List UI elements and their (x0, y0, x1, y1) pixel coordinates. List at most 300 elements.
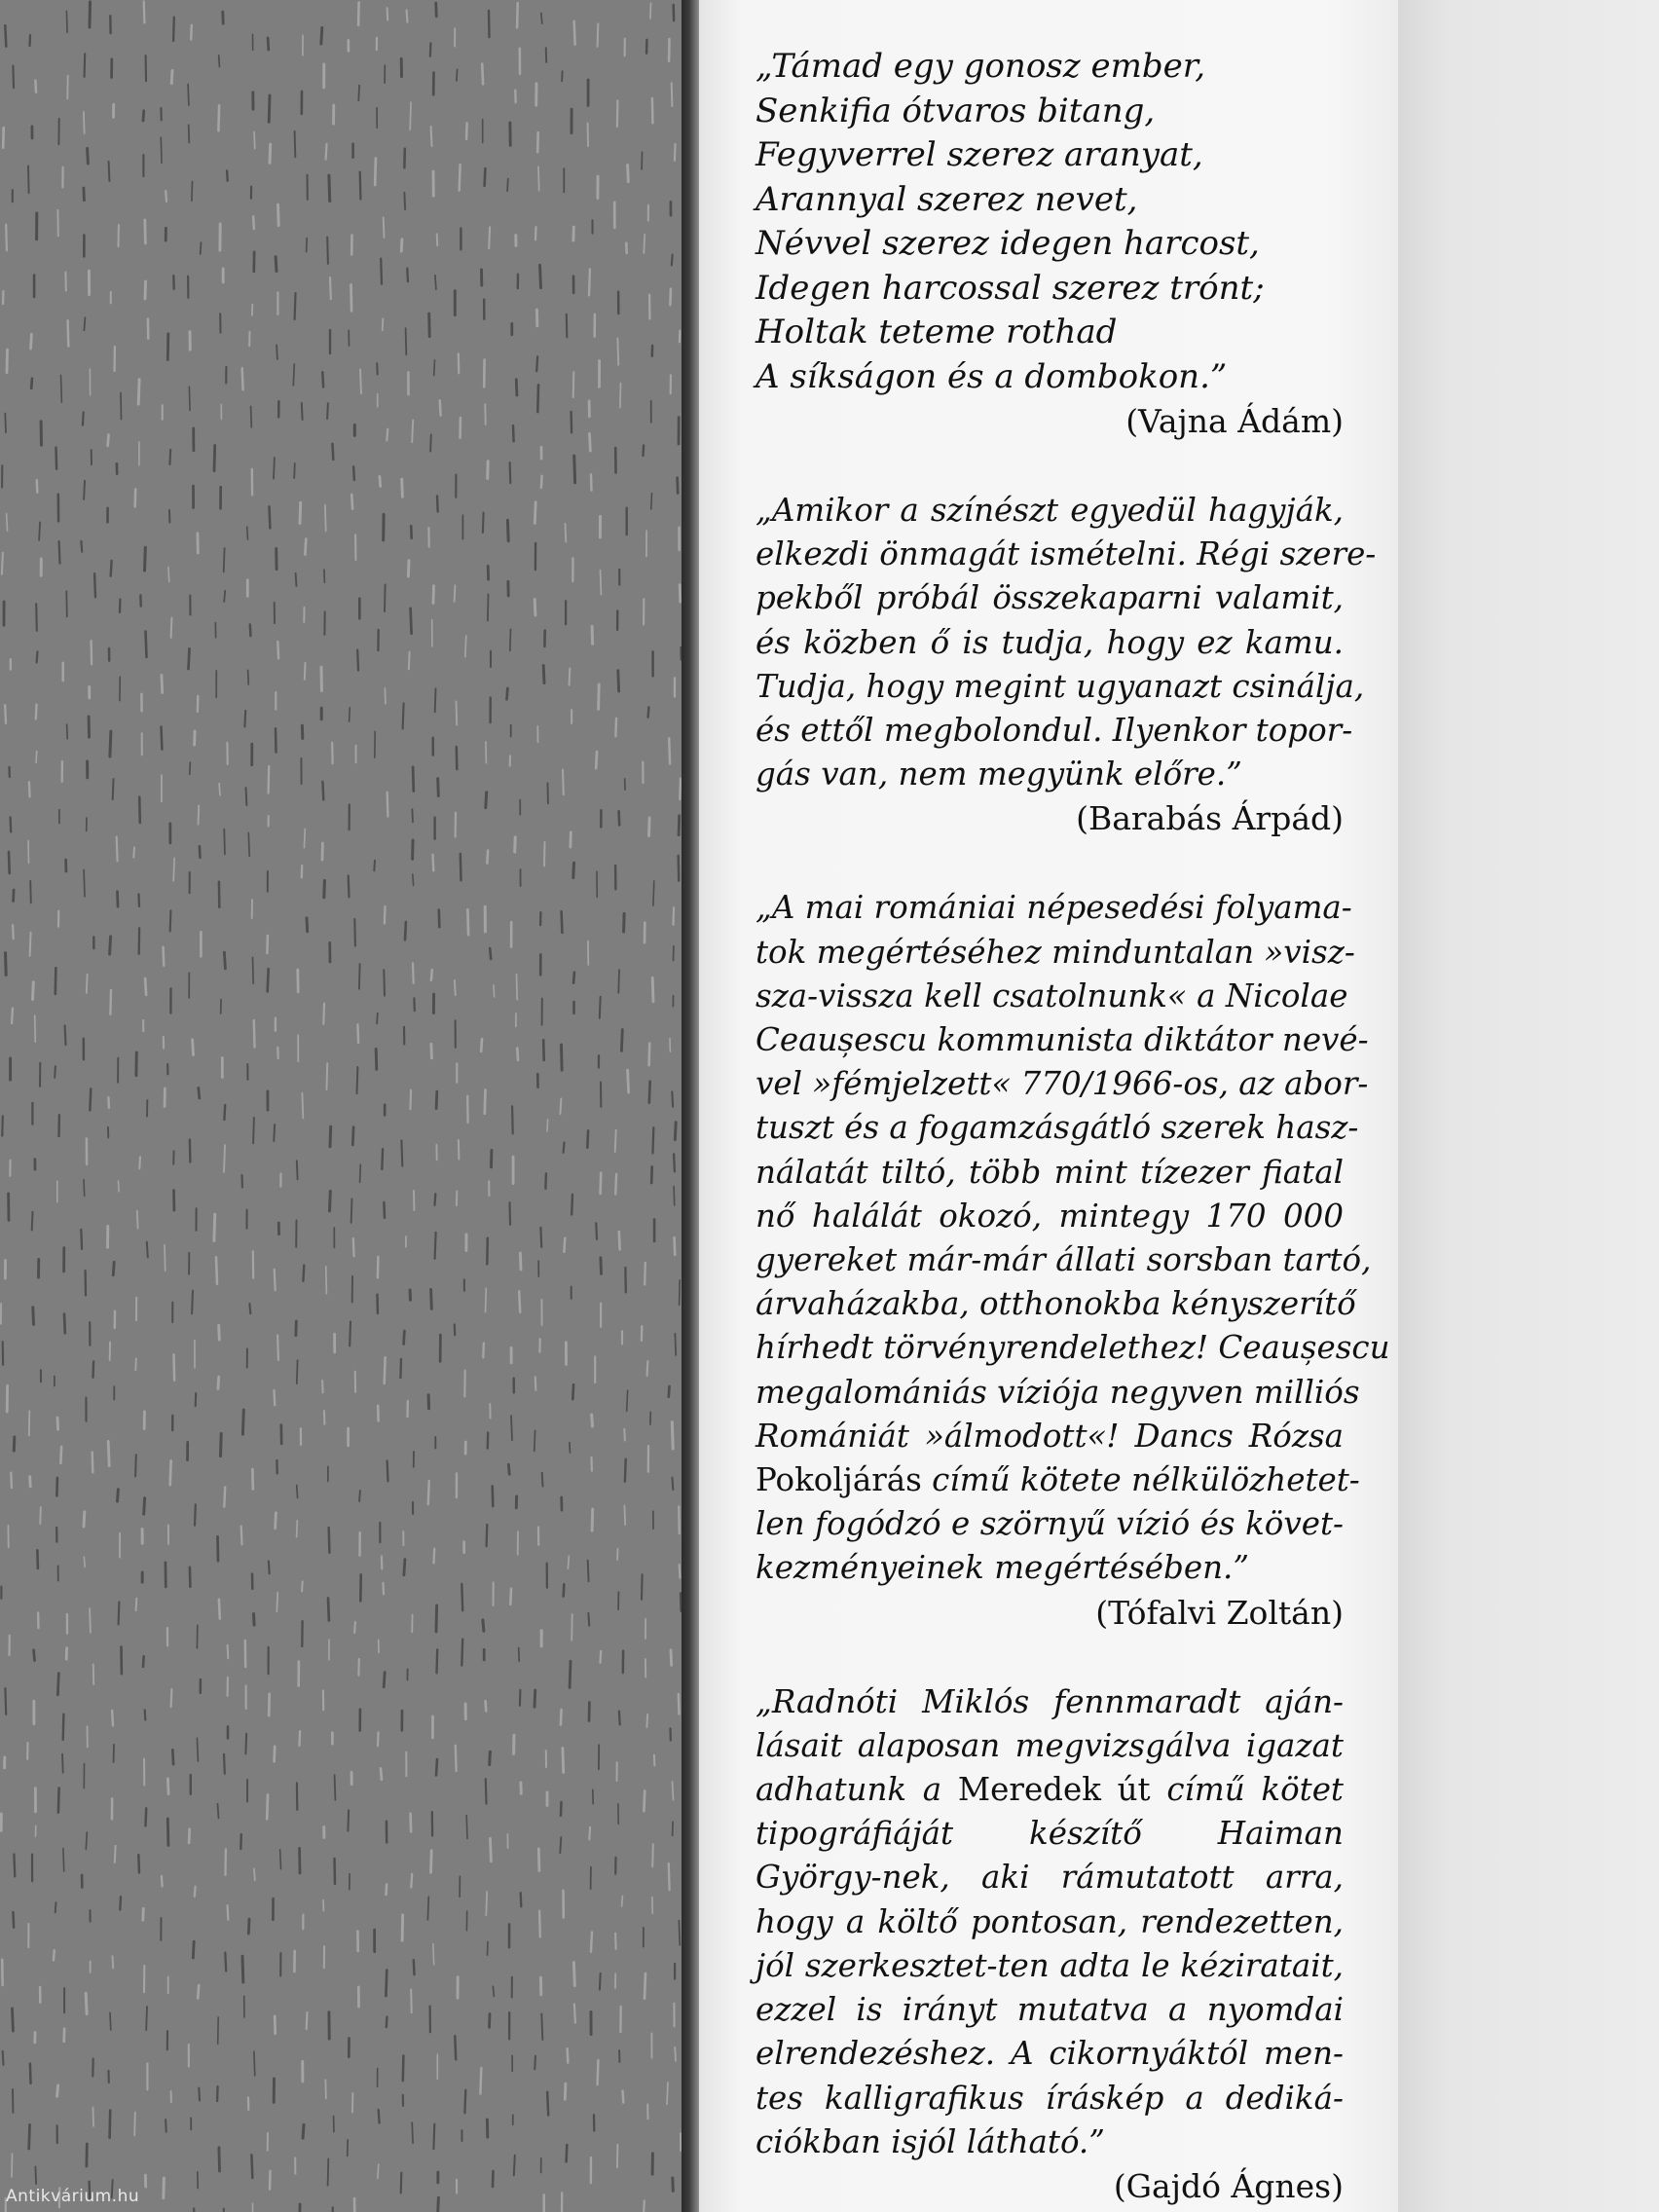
book-title: Meredek út (957, 1771, 1151, 1809)
texture-dash (169, 510, 170, 523)
texture-dash (28, 166, 29, 193)
texture-dash (162, 727, 163, 750)
texture-dash (455, 980, 456, 995)
texture-dash (330, 1126, 331, 1147)
texture-dash (305, 663, 306, 680)
texture-dash (669, 1386, 670, 1397)
texture-dash (596, 1223, 597, 1238)
texture-dash (435, 276, 436, 290)
texture-dash (672, 255, 673, 266)
quote-line: és közben ő is tudja, hogy ez kamu. (756, 623, 1344, 661)
texture-dash (111, 561, 112, 576)
texture-dash (435, 1194, 436, 1205)
texture-dash (573, 1963, 574, 1986)
texture-dash (145, 220, 146, 243)
texture-dash (224, 591, 225, 602)
texture-dash (84, 869, 85, 896)
texture-dash (246, 788, 247, 805)
poem-line: Arannyal szerez nevet, (756, 179, 1138, 219)
texture-dash (564, 1238, 565, 1252)
texture-dash (536, 356, 537, 371)
texture-dash (254, 2051, 255, 2075)
texture-dash (167, 334, 168, 360)
quote-text: című kötete nélkülözhetet- (921, 1461, 1360, 1499)
texture-dash (302, 1581, 303, 1591)
texture-dash (31, 379, 32, 388)
quote-line: jól szerkesztet-ten adta le kéziratait, (756, 1946, 1344, 1984)
texture-dash (378, 2164, 379, 2178)
texture-dash (251, 407, 252, 427)
texture-dash (81, 1230, 82, 1249)
spacer (756, 444, 1344, 489)
texture-dash (333, 444, 334, 460)
texture-dash (378, 1732, 379, 1746)
texture-dash (241, 1527, 242, 1545)
texture-dash (254, 1869, 255, 1881)
texture-dash (64, 1314, 65, 1334)
texture-dash (83, 413, 84, 425)
quote-line: tes kalligrafikus íráskép a dediká- (756, 2079, 1344, 2117)
texture-dash (224, 1488, 225, 1507)
texture-dash (189, 125, 190, 142)
texture-dash (429, 313, 430, 337)
texture-dash (300, 502, 301, 523)
quote-line: Ceaușescu kommunista diktátor nevé- (756, 1021, 1369, 1059)
texture-dash (461, 1584, 462, 1610)
texture-dash (561, 1710, 562, 1724)
texture-dash (216, 1257, 217, 1283)
texture-dash (403, 2056, 404, 2082)
texture-dash (535, 1377, 536, 1390)
texture-dash (414, 1960, 415, 1974)
texture-dash (624, 913, 625, 932)
texture-dash (189, 1829, 190, 1843)
texture-dash (381, 259, 382, 284)
texture-dash (619, 1232, 620, 1249)
texture-dash (14, 1437, 15, 1451)
texture-dash (55, 1902, 56, 1912)
texture-dash (561, 1802, 562, 1816)
texture-dash (63, 1714, 64, 1740)
texture-dash (433, 855, 434, 871)
texture-dash (219, 2148, 220, 2171)
texture-dash (435, 688, 436, 712)
texture-dash (652, 98, 653, 123)
texture-dash (352, 2093, 353, 2113)
texture-dash (240, 1834, 241, 1849)
texture-dash (490, 1751, 491, 1764)
spacer (756, 841, 1344, 886)
texture-dash (323, 1004, 324, 1024)
texture-dash (12, 1009, 13, 1024)
quote-line: gás van, nem megyünk előre.” (756, 756, 1242, 793)
texture-dash (619, 1712, 620, 1725)
texture-dash (224, 1105, 225, 1120)
texture-dash (617, 339, 618, 365)
texture-dash (565, 2083, 566, 2099)
texture-dash (674, 907, 675, 925)
texture-dash (200, 846, 201, 858)
texture-dash (267, 936, 268, 953)
texture-dash (545, 1173, 546, 1189)
texture-dash (335, 1775, 336, 1800)
texture-dash (649, 1082, 650, 1103)
texture-dash (274, 458, 275, 479)
texture-dash (170, 1460, 171, 1485)
quote-line: hogy a költő pontosan, rendezetten, (756, 1902, 1344, 1940)
texture-dash (242, 1410, 243, 1434)
texture-dash (164, 947, 165, 966)
texture-dash (591, 474, 592, 490)
texture-dash (295, 293, 296, 319)
texture-dash (251, 2155, 252, 2178)
texture-dash (214, 446, 215, 471)
texture-dash (120, 1897, 121, 1909)
texture-dash (254, 1614, 255, 1625)
texture-dash (110, 731, 111, 756)
texture-dash (30, 881, 31, 903)
texture-dash (493, 1486, 494, 1506)
texture-dash (648, 707, 649, 717)
texture-dash (564, 1584, 565, 1596)
texture-dash (136, 1599, 137, 1611)
texture-dash (644, 235, 645, 253)
texture-dash (253, 957, 254, 983)
texture-dash (411, 526, 412, 538)
texture-dash (60, 1447, 61, 1463)
quote-line: gyereket már-már állati sorsban tartó, (756, 1241, 1372, 1279)
texture-dash (228, 1905, 229, 1920)
texture-dash (145, 1710, 146, 1719)
texture-dash (113, 1956, 114, 1968)
texture-dash (195, 731, 196, 745)
texture-dash (568, 2048, 569, 2062)
texture-dash (357, 1067, 358, 1093)
texture-dash (465, 636, 466, 657)
texture-dash (143, 111, 144, 121)
texture-dash (297, 1161, 298, 1179)
texture-dash (507, 179, 508, 192)
texture-dash (249, 1304, 250, 1313)
texture-dash (199, 2088, 200, 2101)
texture-dash (327, 403, 328, 419)
texture-dash (329, 175, 330, 201)
texture-dash (278, 204, 279, 225)
texture-dash (3, 128, 4, 147)
texture-dash (623, 2091, 624, 2103)
texture-dash (117, 837, 118, 862)
quote-line: Romániát »álmodott«! Dancs Rózsa (756, 1417, 1344, 1455)
texture-dash (171, 1689, 172, 1707)
texture-dash (173, 18, 174, 41)
texture-dash (624, 1429, 625, 1441)
texture-dash (591, 1932, 592, 1951)
texture-dash (435, 1233, 436, 1259)
texture-dash (113, 779, 114, 799)
texture-dash (254, 132, 255, 149)
texture-dash (460, 165, 461, 191)
quote-line: nálatát tiltó, több mint tízezer fiatal (756, 1153, 1344, 1191)
texture-dash (644, 1791, 645, 1812)
texture-dash (384, 1673, 385, 1687)
texture-dash (618, 671, 619, 692)
texture-dash (269, 1562, 270, 1574)
watermark: Antikvárium.hu (6, 2187, 140, 2206)
texture-dash (378, 1257, 379, 1277)
texture-dash (440, 400, 441, 415)
texture-dash (360, 1164, 361, 1182)
texture-dash (110, 2013, 111, 2030)
texture-dash (566, 524, 567, 542)
texture-dash (219, 784, 220, 795)
texture-dash (675, 1237, 676, 1255)
texture-dash (29, 782, 30, 796)
texture-dash (276, 1593, 277, 1611)
texture-dash (564, 1143, 565, 1153)
quote-author: (Gajdó Ágnes) (1113, 2166, 1344, 2205)
texture-dash (537, 132, 538, 152)
texture-dash (201, 242, 202, 254)
texture-dash (589, 1827, 590, 1840)
texture-dash (651, 1167, 652, 1184)
texture-dash (404, 193, 405, 209)
texture-dash (108, 1097, 109, 1108)
texture-dash (433, 1944, 434, 1965)
texture-dash (135, 489, 136, 506)
texture-dash (135, 1455, 136, 1476)
texture-dash (118, 1490, 119, 1501)
texture-dash (359, 1491, 360, 1501)
texture-dash (679, 816, 680, 835)
texture-dash (58, 1788, 59, 1813)
texture-dash (93, 2108, 94, 2126)
texture-dash (67, 724, 68, 739)
texture-dash (62, 1754, 63, 1773)
texture-dash (377, 1014, 378, 1024)
texture-dash (165, 1245, 166, 1272)
texture-dash (436, 1091, 437, 1108)
texture-dash (459, 1140, 460, 1159)
texture-dash (568, 1556, 569, 1568)
texture-dash (491, 1838, 492, 1861)
texture-dash (357, 1024, 358, 1043)
texture-dash (87, 975, 88, 993)
texture-dash (295, 131, 296, 158)
texture-dash (436, 1605, 437, 1632)
texture-dash (461, 1640, 462, 1666)
texture-dash (562, 71, 563, 81)
texture-dash (139, 797, 140, 823)
texture-dash (275, 2016, 276, 2034)
texture-dash (592, 626, 593, 644)
texture-dash (227, 171, 228, 181)
texture-dash (167, 1819, 168, 1846)
texture-dash (269, 766, 270, 793)
texture-dash (430, 43, 431, 55)
texture-dash (615, 719, 616, 736)
texture-dash (7, 514, 8, 532)
texture-dash (68, 320, 69, 346)
texture-dash (571, 1614, 572, 1641)
texture-dash (242, 368, 243, 389)
texture-dash (619, 811, 620, 825)
texture-dash (88, 148, 89, 164)
texture-dash (294, 463, 295, 478)
texture-dash (622, 1897, 623, 1906)
texture-dash (413, 963, 414, 983)
texture-dash (507, 520, 508, 540)
quote-line: György-nek, aki rámutatott arra, (756, 1859, 1344, 1897)
texture-dash (244, 711, 245, 727)
texture-dash (36, 705, 37, 719)
texture-dash (674, 1154, 675, 1171)
texture-dash (115, 1846, 116, 1862)
texture-dash (679, 1694, 680, 1714)
texture-dash (601, 1173, 602, 1194)
texture-dash (485, 1090, 486, 1114)
texture-dash (669, 1863, 670, 1890)
texture-dash (488, 594, 489, 620)
texture-dash (54, 1950, 55, 1960)
texture-dash (7, 350, 8, 373)
texture-dash (146, 1808, 147, 1825)
texture-dash (144, 2, 145, 23)
texture-dash (515, 837, 516, 852)
texture-dash (139, 1157, 140, 1168)
texture-dash (351, 284, 352, 311)
texture-dash (669, 738, 670, 763)
texture-dash (109, 162, 110, 181)
texture-dash (455, 586, 456, 602)
texture-dash (652, 1844, 653, 1866)
texture-dash (436, 1759, 437, 1775)
texture-dash (85, 54, 86, 77)
texture-dash (650, 3, 651, 18)
texture-dash (133, 847, 134, 857)
texture-dash (543, 665, 544, 682)
quote-line: tipográfiáját készítő Haiman (756, 1815, 1344, 1853)
texture-dash (673, 2178, 674, 2191)
texture-dash (486, 1701, 487, 1711)
texture-dash (269, 95, 270, 122)
texture-dash (352, 1127, 353, 1145)
texture-dash (547, 2092, 548, 2116)
texture-dash (385, 1357, 386, 1383)
texture-dash (490, 2014, 491, 2028)
texture-dash (113, 1262, 114, 1274)
texture-dash (486, 1779, 487, 1804)
texture-dash (431, 1044, 432, 1058)
texture-dash (329, 1528, 330, 1553)
texture-dash (587, 1130, 588, 1147)
texture-dash (381, 1769, 382, 1780)
texture-dash (625, 1459, 626, 1482)
texture-dash (358, 3, 359, 25)
texture-dash (547, 1120, 548, 1131)
texture-dash (348, 2140, 349, 2157)
texture-dash (268, 38, 269, 50)
texture-dash (680, 1565, 681, 1578)
texture-dash (303, 2124, 304, 2138)
texture-dash (562, 911, 563, 933)
texture-dash (172, 1750, 173, 1764)
texture-dash (33, 982, 34, 1000)
texture-dash (248, 833, 249, 857)
texture-dash (218, 1377, 219, 1388)
texture-dash (30, 1477, 31, 1487)
texture-dash (171, 618, 172, 638)
texture-dash (601, 571, 602, 595)
texture-dash (406, 328, 407, 354)
texture-dash (30, 933, 31, 956)
texture-dash (642, 1574, 643, 1600)
texture-dash (31, 334, 32, 349)
texture-dash (307, 2012, 308, 2029)
texture-dash (112, 1711, 113, 1726)
texture-dash (493, 2171, 494, 2187)
texture-dash (253, 216, 254, 229)
texture-dash (485, 168, 486, 186)
texture-dash (624, 1505, 625, 1525)
texture-dash (592, 1415, 593, 1426)
texture-dash (404, 1560, 405, 1575)
texture-dash (351, 495, 352, 509)
texture-dash (563, 770, 564, 795)
texture-dash (489, 227, 490, 248)
texture-dash (303, 1266, 304, 1281)
spacer (756, 1636, 1344, 1680)
texture-dash (480, 2068, 481, 2093)
texture-dash (146, 632, 147, 657)
texture-dash (225, 1953, 226, 1972)
texture-dash (168, 568, 169, 582)
texture-dash (680, 779, 681, 799)
texture-dash (61, 375, 62, 402)
texture-dash (486, 1892, 487, 1915)
texture-dash (573, 863, 574, 877)
texture-dash (601, 1651, 602, 1663)
texture-dash (217, 2086, 218, 2101)
texture-dash (599, 684, 600, 710)
texture-dash (218, 2017, 219, 2044)
texture-dash (56, 1478, 57, 1496)
texture-dash (162, 675, 163, 692)
texture-dash (110, 2111, 111, 2138)
book-title: Pokoljárás (756, 1461, 922, 1499)
texture-dash (567, 2145, 568, 2161)
texture-dash (433, 586, 434, 604)
texture-dash (30, 35, 31, 46)
texture-dash (384, 970, 385, 995)
texture-dash (224, 952, 225, 969)
texture-dash (14, 890, 15, 902)
texture-dash (673, 1822, 674, 1835)
texture-dash (192, 1291, 193, 1314)
quote-line: „Amikor a színészt egyedül hagyják, (756, 492, 1344, 529)
texture-dash (14, 1855, 15, 1877)
texture-dash (349, 876, 350, 898)
texture-dash (560, 1837, 561, 1853)
texture-dash (402, 1915, 403, 1940)
texture-dash (437, 1649, 438, 1673)
texture-dash (574, 456, 575, 483)
texture-dash (571, 1195, 572, 1215)
quote-text: adhatunk a (756, 1771, 958, 1809)
texture-dash (517, 3, 518, 27)
texture-dash (14, 1912, 15, 1928)
texture-dash (457, 747, 458, 769)
texture-dash (517, 975, 518, 1000)
